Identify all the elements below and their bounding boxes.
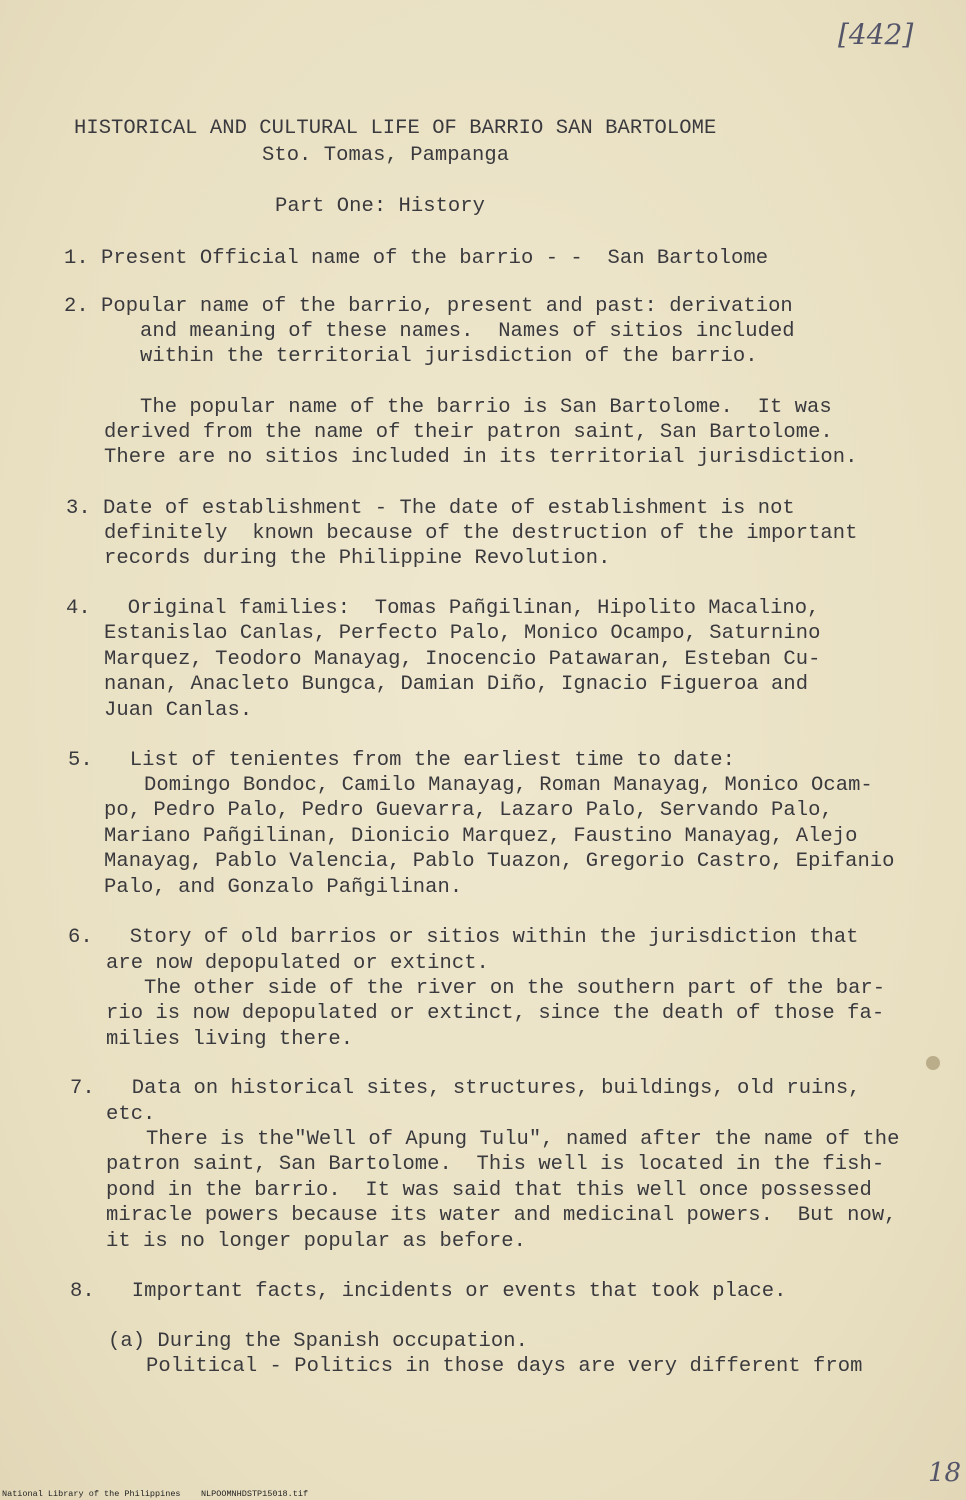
item-7-line: There is the"Well of Apung Tulu", named after the name of the <box>146 1128 900 1151</box>
item-2-line: There are no sitios included in its territorial jurisdiction. <box>104 446 858 469</box>
item-2-line: within the territorial jurisdiction of the barrio. <box>140 345 758 368</box>
item-4-line: Marquez, Teodoro Manayag, Inocencio Patawaran, Esteban Cu- <box>104 648 821 671</box>
item-4-line: Estanislao Canlas, Perfecto Palo, Monico Ocampo, Saturnino <box>104 622 821 645</box>
item-5-line: Mariano Pañgilinan, Dionicio Marquez, Faustino Manayag, Alejo <box>104 825 858 848</box>
document-title: HISTORICAL AND CULTURAL LIFE OF BARRIO SAN BARTOLOME <box>74 117 717 140</box>
item-5-line: 5. List of tenientes from the earliest time to date: <box>68 749 736 772</box>
item-2-line: and meaning of these names. Names of sitios included <box>140 320 795 343</box>
item-1-line: 1. Present Official name of the barrio - - San Bartolome <box>64 247 769 270</box>
footer-library: National Library of the Philippines <box>2 1489 181 1499</box>
item-6-line: 6. Story of old barrios or sitios within the jurisdiction that <box>68 926 859 949</box>
item-4-line: nanan, Anacleto Bungca, Damian Diño, Ignacio Figueroa and <box>104 673 809 696</box>
item-6-line: The other side of the river on the southern part of the bar- <box>144 977 886 1000</box>
item-8-line: (a) During the Spanish occupation. <box>108 1330 528 1353</box>
item-7-line: etc. <box>106 1103 156 1126</box>
archive-page-mark: [442] <box>838 18 914 51</box>
paper-stain <box>926 1056 940 1070</box>
item-3-line: definitely known because of the destruction of the important <box>104 522 858 545</box>
item-6-line: are now depopulated or extinct. <box>106 952 489 975</box>
item-7-line: miracle powers because its water and medicinal powers. But now, <box>106 1204 897 1227</box>
item-7-line: it is no longer popular as before. <box>106 1230 526 1253</box>
page-number-mark: 18 <box>928 1458 962 1488</box>
item-4-line: Juan Canlas. <box>104 699 253 722</box>
item-5-line: Domingo Bondoc, Camilo Manayag, Roman Manayag, Monico Ocam- <box>144 774 873 797</box>
item-7-line: patron saint, San Bartolome. This well is located in the fish- <box>106 1153 885 1176</box>
item-3-line: 3. Date of establishment - The date of establishment is not <box>66 497 795 520</box>
item-6-line: milies living there. <box>106 1028 354 1051</box>
item-7-line: pond in the barrio. It was said that this well once possessed <box>106 1179 872 1202</box>
item-7-line: 7. Data on historical sites, structures, buildings, old ruins, <box>70 1077 861 1100</box>
scan-footer <box>2 1489 308 1499</box>
item-2-line: 2. Popular name of the barrio, present and past: derivation <box>64 295 793 318</box>
item-5-line: po, Pedro Palo, Pedro Guevarra, Lazaro Palo, Servando Palo, <box>104 799 833 822</box>
document-location: Sto. Tomas, Pampanga <box>262 144 510 167</box>
item-4-line: 4. Original families: Tomas Pañgilinan, Hipolito Macalino, <box>66 597 820 620</box>
item-5-line: Manayag, Pablo Valencia, Pablo Tuazon, Gregorio Castro, Epifanio <box>104 850 895 873</box>
item-2-line: derived from the name of their patron saint, San Bartolome. <box>104 421 833 444</box>
item-6-line: rio is now depopulated or extinct, since the death of those fa- <box>106 1002 885 1025</box>
item-2-line: The popular name of the barrio is San Bartolome. It was <box>140 396 832 419</box>
item-5-line: Palo, and Gonzalo Pañgilinan. <box>104 876 463 899</box>
item-8-line: Political - Politics in those days are very different from <box>146 1355 863 1378</box>
footer-filename: NLPOOMNHDSTP15018.tif <box>200 1489 309 1499</box>
part-heading: Part One: History <box>275 195 485 218</box>
item-3-line: records during the Philippine Revolution. <box>104 547 611 570</box>
item-8-line: 8. Important facts, incidents or events that took place. <box>70 1280 787 1303</box>
